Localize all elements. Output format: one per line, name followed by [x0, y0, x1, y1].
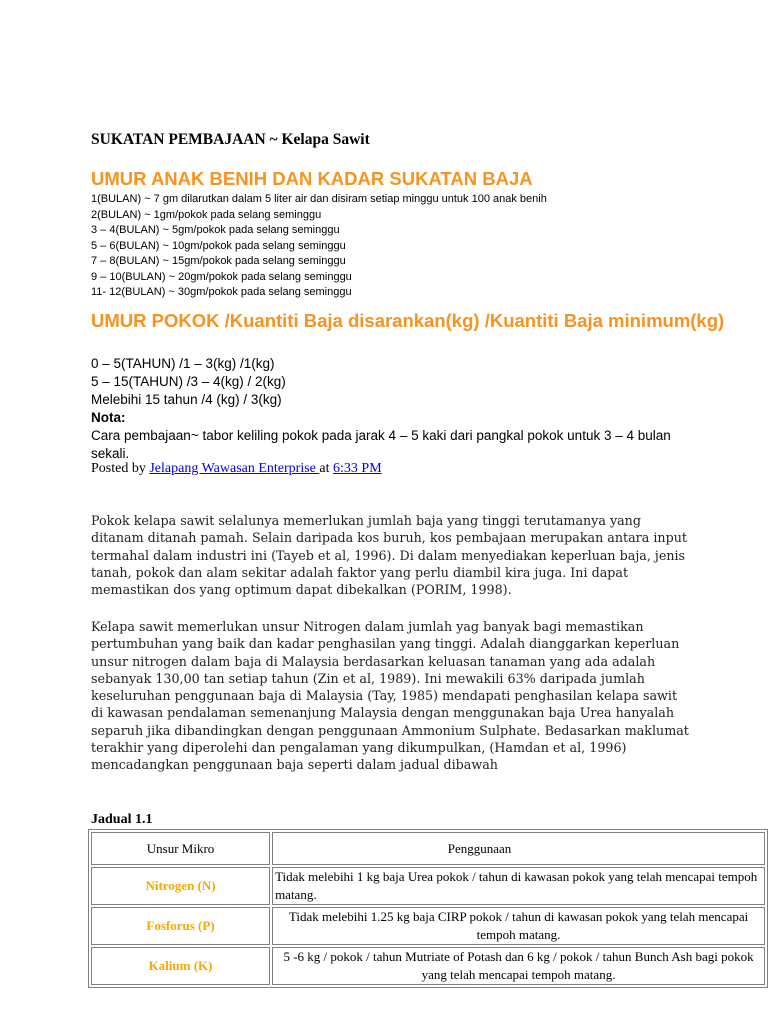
header-unsur-mikro: Unsur Mikro: [91, 832, 270, 865]
element-cell: Fosforus (P): [91, 907, 270, 945]
element-cell: Nitrogen (N): [91, 867, 270, 905]
table-header-row: [91, 832, 765, 865]
list-item: 9 – 10(BULAN) ~ 20gm/pokok pada selang seminggu: [91, 270, 352, 283]
header-penggunaan: Penggunaan: [272, 832, 765, 865]
list-item: 1(BULAN) ~ 7 gm dilarutkan dalam 5 liter air dan disiram setiap minggu untuk 100 anak benih: [91, 193, 547, 205]
list-item: 3 – 4(BULAN) ~ 5gm/pokok pada selang seminggu: [91, 224, 340, 236]
usage-cell: 5 -6 kg / pokok / tahun Mutriate of Potash dan 6 kg / pokok / tahun Bunch Ash bagi pokok yang telah mencapai tempoh matang.: [272, 947, 765, 985]
nota-text: Cara pembajaan~ tabor keliling pokok pada jarak 4 – 5 kaki dari pangkal pokok untuk 3 – 4 bulan sekali.: [91, 428, 671, 461]
author-link[interactable]: Jelapang Wawasan Enterprise: [149, 461, 320, 476]
tree-age-quantity-list: [91, 355, 701, 463]
document-title: SUKATAN PEMBAJAAN ~ Kelapa Sawit: [91, 131, 370, 148]
posted-at-text: at: [319, 461, 334, 476]
seedling-dosage-list: [91, 192, 547, 301]
posted-by-prefix: Posted by: [91, 461, 150, 476]
section-heading-seedling: UMUR ANAK BENIH DAN KADAR SUKATAN BAJA: [91, 168, 533, 189]
section-heading-tree-age: UMUR POKOK /Kuantiti Baja disarankan(kg) /Kuantiti Baja minimum(kg): [91, 310, 725, 331]
table-caption: Jadual 1.1: [91, 812, 153, 827]
list-item: Melebihi 15 tahun /4 (kg) / 3(kg): [91, 392, 282, 407]
list-item: 5 – 6(BULAN) ~ 10gm/pokok pada selang seminggu: [91, 239, 346, 252]
list-item: 11- 12(BULAN) ~ 30gm/pokok pada selang seminggu: [91, 286, 352, 298]
paragraph-nitrogen: Kelapa sawit memerlukan unsur Nitrogen dalam jumlah yag banyak bagi memastikan pertumbuhan yang baik dan kadar penghasilan yang tinggi. Adalah dianggarkan keperluan unsur nitrogen dalam baja di Malaysia berdasarkan keluasan tanaman yang ada adalah sebanyak 130,00 tan setiap tahun (Zin et al, 1989). Ini mewakili 63% daripada jumlah keseluruhan penggunaan baja di Malaysia (Tay, 1985) mendapati penghasilan kelapa sawit di kawasan pendalaman semenanjung Malaysia dengan menggunakan baja Urea hanyalah separuh jika dibandingkan dengan penggunaan Ammonium Sulphate. Bedasarkan maklumat terakhir yang diperolehi dan pengalaman yang dikumpulkan, (Hamdan et al, 1996) mencadangkan penggunaan baja seperti dalam jadual dibawah: [91, 619, 689, 773]
table-row: [91, 907, 765, 945]
table-row: [91, 867, 765, 905]
paragraph-intro: Pokok kelapa sawit selalunya memerlukan jumlah baja yang tinggi terutamanya yang ditanam ditanah pamah. Selain daripada kos buruh, kos pembajaan merupakan antara input termahal dalam industri ini (Tayeb et al, 1996). Di dalam menyediakan keperluan baja, jenis tanah, pokok dan alam sekitar adalah faktor yang perlu diambil kira juga. Ini dapat memastikan dos yang optimum dapat dibekalkan (PORIM, 1998).: [91, 513, 687, 598]
fertilizer-table: [88, 829, 768, 988]
posted-by-line: [91, 461, 382, 477]
usage-cell: Tidak melebihi 1 kg baja Urea pokok / tahun di kawasan pokok yang telah mencapai tempoh matang.: [272, 867, 765, 905]
table-row: [91, 947, 765, 985]
usage-cell: Tidak melebihi 1.25 kg baja CIRP pokok / tahun di kawasan pokok yang telah mencapai tempoh matang.: [272, 907, 765, 945]
list-item: 2(BULAN) ~ 1gm/pokok pada selang seminggu: [91, 208, 322, 221]
nota-label: Nota:: [91, 410, 126, 425]
element-cell: Kalium (K): [91, 947, 270, 985]
list-item: 5 – 15(TAHUN) /3 – 4(kg) / 2(kg): [91, 374, 286, 389]
post-time-link[interactable]: 6:33 PM: [333, 461, 382, 476]
list-item: 0 – 5(TAHUN) /1 – 3(kg) /1(kg): [91, 356, 275, 371]
list-item: 7 – 8(BULAN) ~ 15gm/pokok pada selang seminggu: [91, 255, 346, 267]
